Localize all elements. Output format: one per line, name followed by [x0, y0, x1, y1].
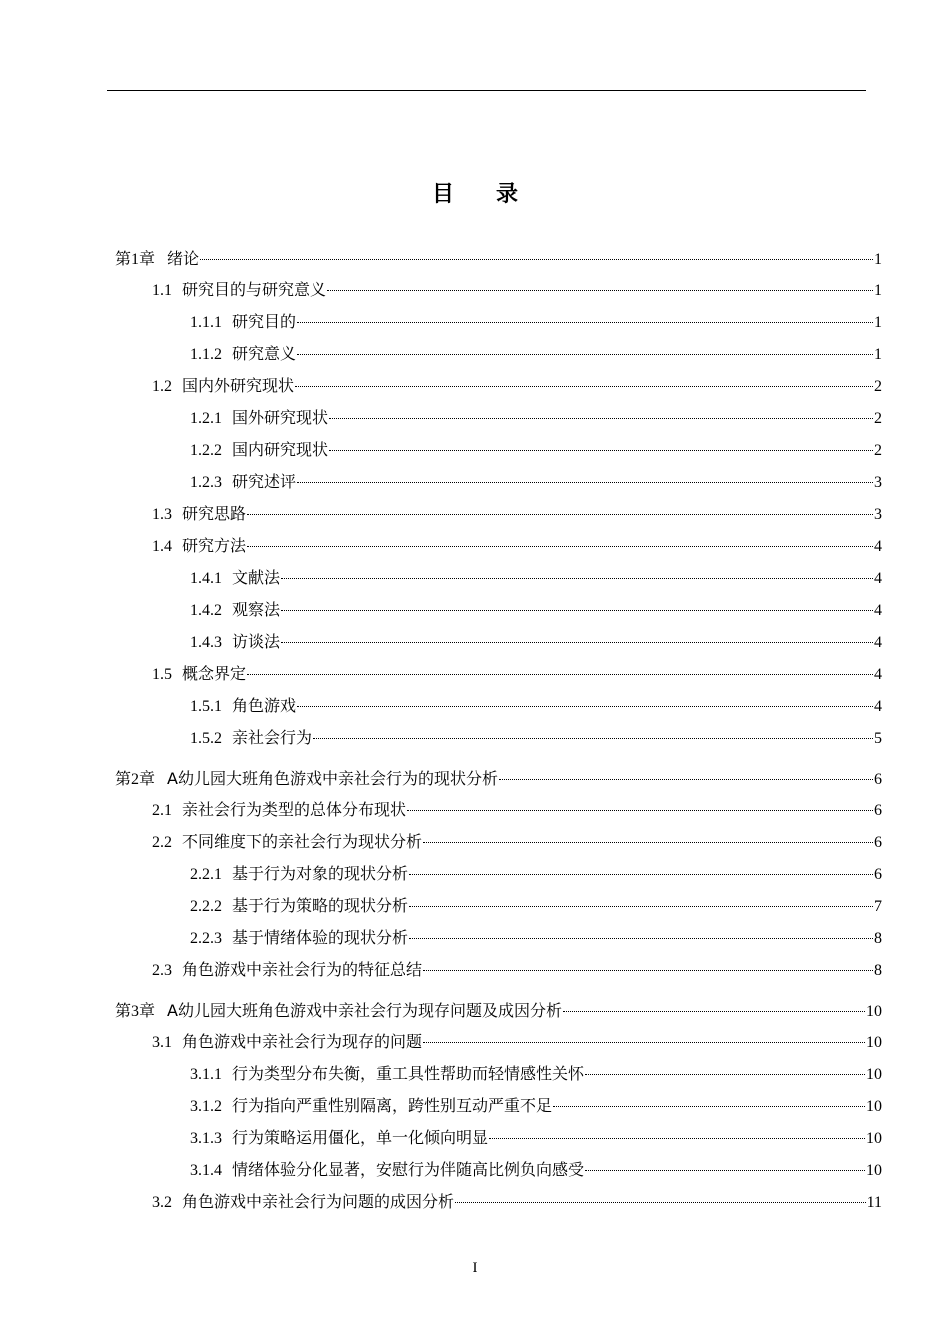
toc-section-entry[interactable]: [152, 664, 882, 686]
toc-chapter-entry[interactable]: [115, 768, 882, 791]
toc-entry-page: 10: [866, 1003, 882, 1020]
toc-entry-page: 10: [866, 1034, 882, 1051]
toc-entry-text: 不同维度下的亲社会行为现状分析: [182, 834, 423, 851]
toc-entry-number: 3.2: [152, 1194, 172, 1211]
toc-entry-label: [152, 1192, 454, 1214]
toc-entry-label: [190, 864, 408, 886]
toc-entry-label: [152, 800, 406, 822]
toc-entry-page: 6: [874, 866, 882, 883]
toc-subsection-entry[interactable]: [190, 632, 882, 654]
toc-leader-dots: [489, 1138, 865, 1139]
toc-entry-number: 3.1.4: [190, 1162, 222, 1179]
toc-entry-page: 3: [874, 506, 882, 523]
toc-leader-dots: [455, 1202, 866, 1203]
toc-entry-number: 1.5: [152, 666, 172, 683]
toc-entry-page: 1: [874, 282, 882, 299]
toc-subsection-entry[interactable]: [190, 1160, 882, 1182]
toc-entry-number: 1.2.3: [190, 474, 222, 491]
toc-entry-number: 第2章: [115, 771, 156, 788]
toc-entry-text: 行为类型分布失衡，重工具性帮助而轻情感性关怀: [232, 1066, 585, 1083]
toc-leader-dots: [499, 779, 873, 780]
toc-entry-label: [190, 1160, 584, 1182]
toc-entry-number: 2.2: [152, 834, 172, 851]
toc-entry-text: 角色游戏中亲社会行为现存的问题: [182, 1034, 423, 1051]
toc-entry-label: [190, 408, 328, 430]
toc-subsection-entry[interactable]: [190, 408, 882, 430]
toc-entry-page: 2: [874, 410, 882, 427]
toc-leader-dots: [281, 578, 873, 579]
toc-entry-label: [190, 568, 280, 590]
toc-entry-label: [190, 312, 296, 334]
toc-subsection-entry[interactable]: [190, 568, 882, 590]
toc-entry-number: 1.1: [152, 282, 172, 299]
toc-entry-page: 8: [874, 962, 882, 979]
toc-entry-page: 5: [874, 730, 882, 747]
toc-entry-label: [190, 1064, 584, 1086]
toc-entry-number: 1.2: [152, 378, 172, 395]
toc-entry-text: A幼儿园大班角色游戏中亲社会行为现存问题及成因分析: [167, 1001, 562, 1020]
toc-leader-dots: [329, 418, 873, 419]
toc-entry-text: 观察法: [232, 602, 281, 619]
toc-leader-dots: [313, 738, 873, 739]
toc-entry-page: 4: [874, 570, 882, 587]
toc-entry-label: [190, 1128, 488, 1150]
toc-entry-text: 行为策略运用僵化，单一化倾向明显: [232, 1130, 489, 1147]
toc-entry-number: 1.3: [152, 506, 172, 523]
toc-chapter-entry[interactable]: [115, 1000, 882, 1023]
toc-leader-dots: [409, 906, 873, 907]
toc-entry-label: [190, 632, 280, 654]
toc-entry-label: [152, 960, 422, 982]
toc-leader-dots: [409, 938, 873, 939]
toc-leader-dots: [297, 354, 873, 355]
toc-entry-page: 6: [874, 771, 882, 788]
toc-entry-label: [190, 600, 280, 622]
toc-entry-number: 1.4.3: [190, 634, 222, 651]
toc-subsection-entry[interactable]: [190, 440, 882, 462]
toc-subsection-entry[interactable]: [190, 728, 882, 750]
toc-entry-number: 1.4.1: [190, 570, 222, 587]
toc-entry-page: 2: [874, 378, 882, 395]
toc-entry-page: 4: [874, 538, 882, 555]
toc-subsection-entry[interactable]: [190, 1128, 882, 1150]
toc-entry-label: [152, 536, 246, 558]
toc-entry-text: 绪论: [167, 249, 200, 268]
toc-leader-dots: [409, 874, 873, 875]
page-number: I: [472, 1260, 478, 1276]
toc-entry-label: [152, 664, 246, 686]
toc-entry-label: [152, 280, 326, 302]
toc-entry-page: 1: [874, 251, 882, 268]
toc-entry-page: 10: [866, 1066, 882, 1083]
toc-entry-number: 1.4.2: [190, 602, 222, 619]
toc-entry-text: 研究目的: [232, 314, 297, 331]
toc-entry-label: [152, 1032, 422, 1054]
toc-entry-label: [190, 344, 296, 366]
toc-leader-dots: [327, 290, 873, 291]
toc-entry-text: 基于行为策略的现状分析: [232, 898, 409, 915]
toc-leader-dots: [297, 482, 873, 483]
toc-section-entry[interactable]: [152, 800, 882, 822]
toc-leader-dots: [585, 1170, 865, 1171]
toc-leader-dots: [585, 1074, 865, 1075]
toc-leader-dots: [297, 706, 873, 707]
toc-entry-label: [152, 376, 294, 398]
toc-subsection-entry[interactable]: [190, 864, 882, 886]
toc-entry-page: 10: [866, 1162, 882, 1179]
toc-entry-label: [190, 440, 328, 462]
toc-entry-page: 8: [874, 930, 882, 947]
toc-subsection-entry[interactable]: [190, 600, 882, 622]
toc-entry-text: A幼儿园大班角色游戏中亲社会行为的现状分析: [167, 769, 498, 788]
toc-leader-dots: [247, 546, 873, 547]
toc-entry-number: 2.2.2: [190, 898, 222, 915]
toc-entry-label: [190, 928, 408, 950]
toc-leader-dots: [247, 674, 873, 675]
toc-subsection-entry[interactable]: [190, 312, 882, 334]
toc-entry-label: [152, 832, 422, 854]
toc-leader-dots: [200, 259, 873, 260]
toc-entry-page: 2: [874, 442, 882, 459]
toc-entry-text: 基于行为对象的现状分析: [232, 866, 409, 883]
toc-leader-dots: [329, 450, 873, 451]
toc-entry-page: 6: [874, 834, 882, 851]
toc-entry-text: 研究意义: [232, 346, 297, 363]
toc-leader-dots: [295, 386, 873, 387]
toc-section-entry[interactable]: [152, 376, 882, 398]
toc-entry-text: 行为指向严重性别隔离，跨性别互动严重不足: [232, 1098, 553, 1115]
toc-leader-dots: [247, 514, 873, 515]
toc-entry-text: 国内研究现状: [232, 442, 329, 459]
toc-entry-number: 2.2.1: [190, 866, 222, 883]
toc-entry-number: 2.2.3: [190, 930, 222, 947]
toc-entry-number: 1.5.1: [190, 698, 222, 715]
toc-entry-label: [190, 728, 312, 750]
toc-entry-text: 亲社会行为: [232, 730, 313, 747]
toc-subsection-entry[interactable]: [190, 928, 882, 950]
toc-leader-dots: [407, 810, 873, 811]
toc-entry-label: [190, 1096, 552, 1118]
toc-entry-page: 4: [874, 698, 882, 715]
toc-leader-dots: [423, 1042, 865, 1043]
toc-entry-text: 访谈法: [232, 634, 281, 651]
toc-subsection-entry[interactable]: [190, 1096, 882, 1118]
toc-entry-text: 概念界定: [182, 666, 247, 683]
toc-entry-page: 10: [866, 1130, 882, 1147]
toc-entry-label: [152, 504, 246, 526]
toc-subsection-entry[interactable]: [190, 896, 882, 918]
toc-entry-text: 文献法: [232, 570, 281, 587]
toc-entry-page: 6: [874, 802, 882, 819]
toc-entry-number: 3.1.1: [190, 1066, 222, 1083]
toc-entry-text: 研究方法: [182, 538, 247, 555]
toc-leader-dots: [423, 970, 873, 971]
toc-entry-page: 4: [874, 634, 882, 651]
toc-entry-text: 情绪体验分化显著，安慰行为伴随高比例负向感受: [232, 1162, 585, 1179]
toc-section-entry[interactable]: [152, 504, 882, 526]
toc-leader-dots: [553, 1106, 865, 1107]
toc-entry-text: 角色游戏中亲社会行为的特征总结: [182, 962, 423, 979]
toc-entry-number: 第1章: [115, 251, 156, 268]
toc-entry-text: 亲社会行为类型的总体分布现状: [182, 802, 407, 819]
toc-entry-page: 7: [874, 898, 882, 915]
toc-entry-number: 1.1.1: [190, 314, 222, 331]
toc-entry-label: [115, 768, 498, 791]
toc-section-entry[interactable]: [152, 536, 882, 558]
toc-entry-number: 3.1.2: [190, 1098, 222, 1115]
toc-chapter-entry[interactable]: [115, 248, 882, 271]
toc-entry-label: [190, 472, 296, 494]
toc-entry-label: [190, 696, 296, 718]
toc-title: 目录: [431, 182, 560, 207]
toc-entry-label: [190, 896, 408, 918]
toc-subsection-entry[interactable]: [190, 344, 882, 366]
toc-entry-number: 3.1: [152, 1034, 172, 1051]
toc-leader-dots: [423, 842, 873, 843]
toc-entry-text: 角色游戏中亲社会行为问题的成因分析: [182, 1194, 455, 1211]
toc-entry-number: 1.2.2: [190, 442, 222, 459]
toc-entry-label: [115, 1000, 562, 1023]
toc-entry-page: 11: [866, 1194, 882, 1211]
toc-entry-number: 第3章: [115, 1003, 156, 1020]
toc-subsection-entry[interactable]: [190, 1064, 882, 1086]
toc-entry-text: 研究目的与研究意义: [182, 282, 327, 299]
toc-entry-number: 3.1.3: [190, 1130, 222, 1147]
toc-section-entry[interactable]: [152, 280, 882, 302]
toc-entry-page: 4: [874, 666, 882, 683]
toc-leader-dots: [281, 642, 873, 643]
toc-subsection-entry[interactable]: [190, 696, 882, 718]
toc-section-entry[interactable]: [152, 960, 882, 982]
toc-entry-number: 1.4: [152, 538, 172, 555]
toc-entry-text: 研究述评: [232, 474, 297, 491]
toc-entry-page: 1: [874, 314, 882, 331]
toc-entry-text: 国内外研究现状: [182, 378, 295, 395]
toc-entry-number: 1.5.2: [190, 730, 222, 747]
toc-entry-page: 1: [874, 346, 882, 363]
toc-entry-number: 2.3: [152, 962, 172, 979]
toc-entry-number: 1.1.2: [190, 346, 222, 363]
toc-section-entry[interactable]: [152, 1192, 882, 1214]
toc-leader-dots: [297, 322, 873, 323]
toc-entry-label: [115, 248, 199, 271]
toc-subsection-entry[interactable]: [190, 472, 882, 494]
toc-entry-text: 角色游戏: [232, 698, 297, 715]
toc-entry-text: 基于情绪体验的现状分析: [232, 930, 409, 947]
toc-section-entry[interactable]: [152, 832, 882, 854]
toc-entry-text: 研究思路: [182, 506, 247, 523]
toc-leader-dots: [563, 1011, 865, 1012]
toc-leader-dots: [281, 610, 873, 611]
toc-entry-number: 1.2.1: [190, 410, 222, 427]
toc-entry-page: 10: [866, 1098, 882, 1115]
toc-entry-page: 3: [874, 474, 882, 491]
toc-section-entry[interactable]: [152, 1032, 882, 1054]
toc-entry-page: 4: [874, 602, 882, 619]
toc-entry-text: 国外研究现状: [232, 410, 329, 427]
toc-entry-number: 2.1: [152, 802, 172, 819]
